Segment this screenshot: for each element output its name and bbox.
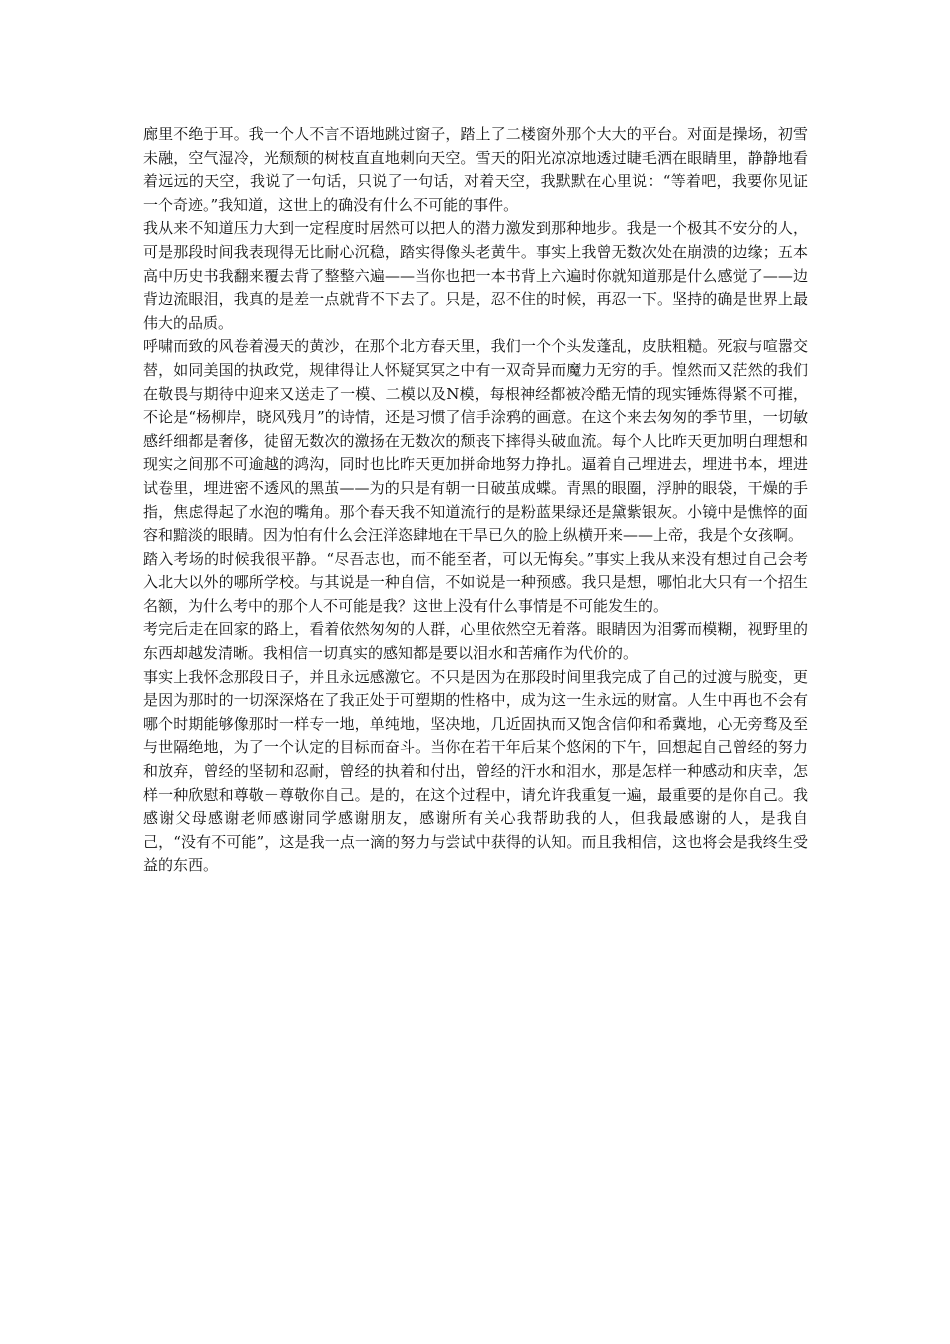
paragraph: 廊里不绝于耳。我一个人不言不语地跳过窗子，踏上了二楼窗外那个大大的平台。对面是操场，初雪未融，空气湿冷，光颓颓的树枝直直地刺向天空。雪天的阳光凉凉地透过睫毛洒在眼睛里，静静地看着远远的天空，我说了一句话，只说了一句话，对着天空，我默默在心里说：“等着吧，我要你见证一个奇迹。”我知道，这世上的确没有什么不可能的事件。 — [143, 125, 808, 214]
paragraph: 踏入考场的时候我很平静。“尽吾志也，而不能至者，可以无悔矣。”事实上我从来没有想过自己会考入北大以外的哪所学校。与其说是一种自信，不如说是一种预感。我只是想，哪怕北大只有一个招生名额，为什么考中的那个人不可能是我？这世上没有什么事情是不可能发生的。 — [143, 549, 808, 615]
paragraph: 事实上我怀念那段日子，并且永远感激它。不只是因为在那段时间里我完成了自己的过渡与脱变，更是因为那时的一切深深烙在了我正处于可塑期的性格中，成为这一生永远的财富。人生中再也不会有哪个时期能够像那时一样专一地，单纯地，坚决地，几近固执而又饱含信仰和希冀地，心无旁骛及至与世隔绝地，为了一个认定的目标而奋斗。当你在若干年后某个悠闲的下午，回想起自己曾经的努力和放弃，曾经的坚韧和忍耐，曾经的执着和付出，曾经的汗水和泪水，那是怎样一种感动和庆幸，怎样一种欣慰和尊敬－尊敬你自己。是的，在这个过程中，请允许我重复一遍，最重要的是你自己。我感谢父母感谢老师感谢同学感谢朋友，感谢所有关心我帮助我的人，但我最感谢的人，是我自己，“没有不可能”，这是我一点一滴的努力与尝试中获得的认知。而且我相信，这也将会是我终生受益的东西。 — [143, 667, 808, 875]
paragraph: 呼啸而致的风卷着漫天的黄沙，在那个北方春天里，我们一个个头发蓬乱，皮肤粗糙。死寂与喧嚣交替，如同美国的执政党，规律得让人怀疑冥冥之中有一双奇异而魔力无穷的手。惶然而又茫然的我们在敬畏与期待中迎来又送走了一模、二模以及N模，每根神经都被冷酷无情的现实锤炼得紧不可摧，不论是“杨柳岸，晓风残月”的诗情，还是习惯了信手涂鸦的画意。在这个来去匆匆的季节里，一切敏感纤细都是奢侈，徒留无数次的激扬在无数次的颓丧下摔得头破血流。每个人比昨天更加明白理想和现实之间那不可逾越的鸿沟，同时也比昨天更加拼命地努力挣扎。逼着自己埋进去，埋进书本，埋进试卷里，埋进密不透风的黑茧——为的只是有朝一日破茧成蝶。青黑的眼圈，浮肿的眼袋，干燥的手指，焦虑得起了水泡的嘴角。那个春天我不知道流行的是粉蓝果绿还是黛紫银灰。小镜中是憔悴的面容和黯淡的眼睛。因为怕有什么会汪洋恣肆地在干旱已久的脸上纵横开来——上帝，我是个女孩啊。 — [143, 337, 808, 545]
document-body — [143, 123, 808, 878]
paragraph: 我从来不知道压力大到一定程度时居然可以把人的潜力激发到那种地步。我是一个极其不安分的人，可是那段时间我表现得无比耐心沉稳，踏实得像头老黄牛。事实上我曾无数次处在崩溃的边缘；五本高中历史书我翻来覆去背了整整六遍——当你也把一本书背上六遍时你就知道那是什么感觉了——边背边流眼泪，我真的是差一点就背不下去了。只是，忍不住的时候，再忍一下。坚持的确是世界上最伟大的品质。 — [143, 219, 808, 332]
paragraph: 考完后走在回家的路上，看着依然匆匆的人群，心里依然空无着落。眼睛因为泪雾而模糊，视野里的东西却越发清晰。我相信一切真实的感知都是要以泪水和苦痛作为代价的。 — [143, 620, 808, 663]
